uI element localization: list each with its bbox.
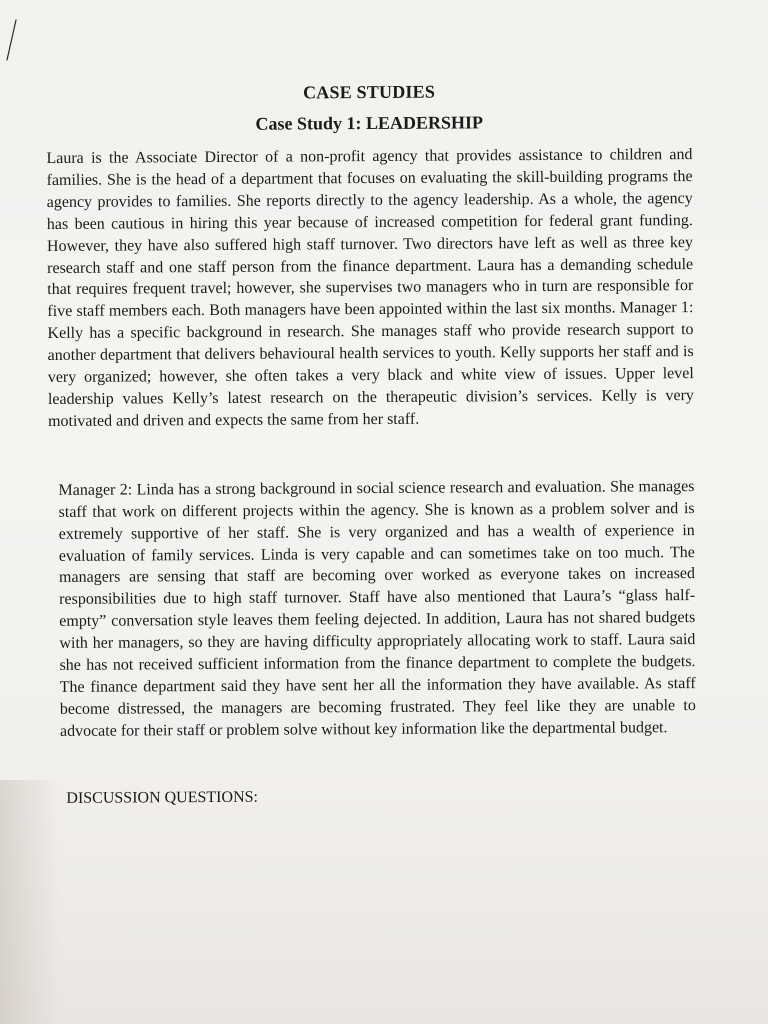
document-body [46,80,696,808]
document-title: CASE STUDIES [303,81,436,103]
discussion-questions-heading: DISCUSSION QUESTIONS: [66,788,258,807]
pen-stroke-mark [4,18,18,62]
case-study-heading: Case Study 1: LEADERSHIP [255,112,484,134]
paragraph-linda: Manager 2: Linda has a strong background in social science research and evaluation. She manages staff that work on different projects within the agency. She is known as a problem solver and is extremely supportive of her staff. She is very organized and has a wealth of experience in evaluation of family services. Linda is very capable and can sometimes take on too much. The managers are sensing that staff are becoming over worked as everyone takes on increased responsibilities due to high staff turnover. Staff have also mentioned that Laura’s “glass half-empty” conversation style leaves them feeling dejected. In addition, Laura has not shared budgets with her managers, so they are having difficulty appropriately allocating work to staff. Laura said she has not received sufficient information from the finance department to complete the budgets. The finance department said they have sent her all the information they have available. As staff become distressed, the managers are becoming frustrated. They feel like they are unable to advocate for their staff or problem solve without key information like the departmental budget. [58,477,696,740]
page-shadow [0,780,60,1024]
paragraph-laura-kelly: Laura is the Associate Director of a non-profit agency that provides assistance to children and families. She is the head of a department that focuses on evaluating the skill-building programs the agency provides to families. She reports directly to the agency leadership. As a whole, the agency has been cautious in hiring this year because of increased competition for federal grant funding. However, they have also suffered high staff turnover. Two directors have left as well as three key research staff and one staff person from the finance department. Laura has a demanding schedule that requires frequent travel; however, she supervises two managers who in turn are responsible for five staff members each. Both managers have been appointed within the last six months. Manager 1: Kelly has a specific background in research. She manages staff who provide research support to another department that delivers behavioural health services to youth. Kelly supports her staff and is very organized; however, she often takes a very black and white view of issues. Upper level leadership values Kelly’s latest research on the therapeutic division’s services. Kelly is very motivated and driven and expects the same from her staff. [46,146,694,430]
